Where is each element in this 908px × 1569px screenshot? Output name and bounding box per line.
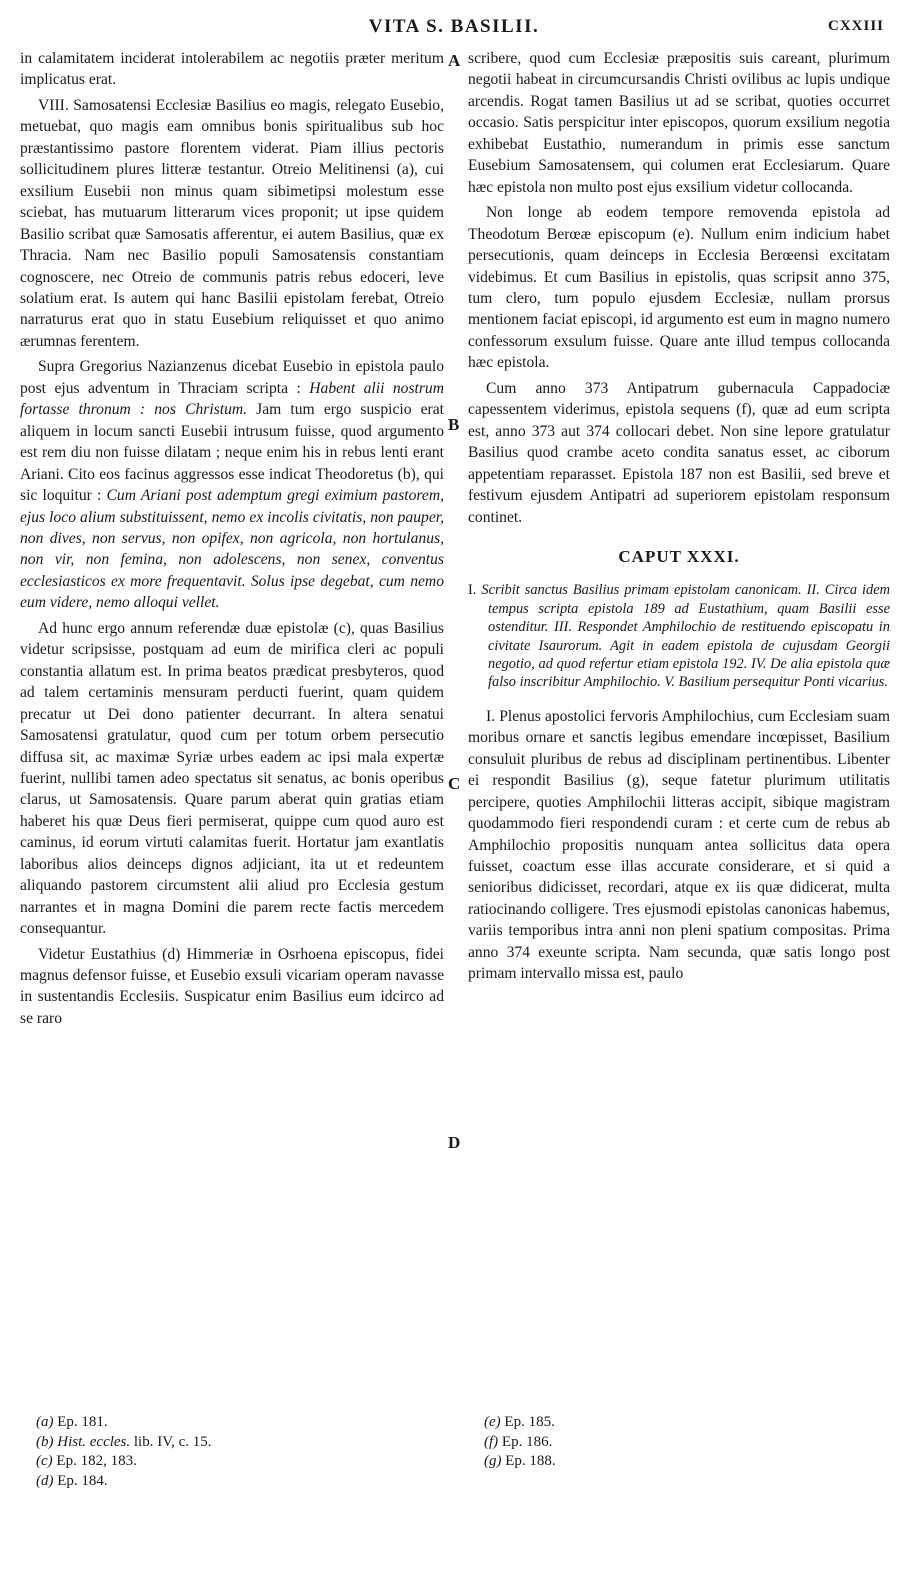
- left-column: [20, 48, 444, 1029]
- footnotes-left: [36, 1413, 212, 1491]
- footnote: (c) Ep. 182, 183.: [36, 1453, 137, 1469]
- footnotes-right: [484, 1413, 556, 1472]
- margin-letter-d: D: [448, 1133, 461, 1152]
- paragraph: VIII. Samosatensi Ecclesiæ Basilius eo magis, relegato Eusebio, metuebat, quo magis eam omnibus bonis spiritualibus sub hoc præstantissimo pastore florentem viderat. Piam illius pectoris sollicitudinem plures litteræ testantur. Otreio Melitinensi (a), cui exsilium Eusebii non minus quam sibimetipsi molestum esse sciebat, has mutuarum litterarum vices proponit; ut ipse quidem Basilio scribat quæ Samosatis afferentur, ei autem Basilius, quæ ex Thracia. Nam nec Basilio populi Samosatensis constantiam cognoscere, nec Otreio de communis patris rebus edoceri, leve solatium erat. Is autem qui hanc Basilii epistolam ferebat, Otreio narraturus erat quo in statu Eusebium reliquisset et quo animo ærumnas ferentem.: [20, 96, 444, 350]
- summary-number: I.: [468, 582, 477, 599]
- footnote: (e) Ep. 185.: [484, 1414, 555, 1430]
- footnote: (d) Ep. 184.: [36, 1472, 108, 1489]
- quotation: Habent alii nostrum fortasse thronum : nos Christum.: [20, 379, 444, 419]
- paragraph: scribere, quod cum Ecclesiæ præpositis suis careant, plurimum negotii habeat in circumcursandis Christi ovilibus ac lupis undique arcendis. Rogat tamen Basilius ut ad se scribat, quoties occurret occasio. Satis perspicitur inter episcopos, quorum exsilium negotia exhibebat Eustathio, numerandum in primis esse sanctum Eusebium Samosatensem, qui columen erat Ecclesiarum. Quare hæc epistola non multo post ejus exsilium videtur collocanda.: [468, 50, 890, 196]
- margin-letter-a: A: [448, 51, 461, 70]
- chapter-summary: [468, 581, 890, 691]
- page-number: CXXIII: [827, 18, 884, 34]
- paragraph: [20, 356, 444, 613]
- text-run: Jam tum ergo suspicio erat aliquem in locum sancti Eusebii intrusum fuisse, quod argumento est rem diu non fuisse dilatam ; neque enim his in rebus lenti erant Ariani. Cito eos facinus aggressos esse indicat Theodoretus (b), qui sic loquitur :: [20, 401, 445, 505]
- footnote: (a) Ep. 181.: [36, 1414, 108, 1430]
- running-title: VITA S. BASILII.: [368, 16, 540, 37]
- margin-letter-c: C: [448, 774, 461, 793]
- quotation: Cum Ariani post ademptum gregi eximium pastorem, ejus loco alium substituissent, nemo ex incolis civitatis, non pauper, non dives, non servus, non opifex, non agricola, non hortulanus, non vir, non femina, non adolescens, non senex, conventus ecclesiasticos ex more frequentavit. Solus ipse degebat, cum nemo eum videre, nemo alloqui vellet.: [20, 487, 444, 612]
- right-column: [468, 48, 890, 985]
- paragraph: Ad hunc ergo annum referendæ duæ epistolæ (c), quas Basilius videtur scripsisse, postquam ad eum de mirifica cleri ac populi constantia allatum est. In prima beatos prædicat presbyteros, quod ad talem certaminis mensuram perducti fuerint, quam quidem precatur ut Dei dono patienter decurrant. In altera senatui Samosatensi gratulatur, quod cum per totum orbem persecutio diffusa sit, ac maximæ Syriæ urbes eadem ac ipsi mala expertæ fuerint, nullibi tamen adeo spectatus sit senatus, ac bonis operibus clarus, ut Samosatensis. Quare parum aberat quin gratias etiam haberet his quæ Deus fieri permiserat, quippe cum quod auro est caminus, id eorum virtuti calamitas fuerit. Hortatur jam exantlatis laboribus alios deinceps dignos adjiciant, ita ut et redeuntem aliquando pastorem circumstent alii aliud pro Ecclesia gestum narrantes et in magna Domini die parem recte factis mercedem consequantur.: [20, 619, 444, 938]
- paragraph: Cum anno 373 Antipatrum gubernacula Cappadociæ capessentem viderimus, epistola sequens (f), quæ ad eum scripta est, anno 373 aut 374 collocari debet. Non sine lepore gratulatur Basilius quod crambe aceto condita sanatus esset, ac ciborum appetentiam reparasset. Epistola 187 non est Basilii, sed breve et festivum ejusdem Antipatri ad superiorem epistolam responsum continet.: [468, 379, 890, 526]
- text-run: Supra Gregorius Nazianzenus dicebat Eusebio in epistola paulo post ejus adventum in Thraciam scripta :: [20, 358, 444, 397]
- paragraph: Videtur Eustathius (d) Himmeriæ in Osrhoena episcopus, fidei magnus defensor fuisse, et Eusebio exsuli vicariam operam navasse in sustentandis Ecclesiis. Suspicatur enim Basilius eum idcirco ad se raro: [20, 945, 444, 1027]
- paragraph: I. Plenus apostolici fervoris Amphilochius, cum Ecclesiam suam moribus ornare et sanctis legibus emendare incœpisset, Basilium consuluit pluribus de rebus ad disciplinam pertinentibus. Libenter ei respondit Basilius (g), seque fatetur plurimum utilitatis percipere, quoties Amphilochii litteras accipit, sibique magistram quodammodo fieri respondendi curam : et certe cum de rebus ab Amphilochio propositis nunquam antea sollicitus data opera fuisset, coactum esse illas accurate considerare, et si quid a senioribus didicisset, recordari, atque ex iis quæ didicerat, multa ratiocinando colligere. Tres ejusmodi epistolas canonicas habemus, variis temporibus intra anni non pleni spatium compositas. Prima anno 374 exeunte scripta. Nam secunda, quæ satis longo post primam intervallo missa est, paulo: [468, 707, 890, 983]
- footnote: (g) Ep. 188.: [484, 1453, 556, 1469]
- summary-text: Scribit sanctus Basilius primam epistolam canonicam. II. Circa idem tempus scripta epistola 189 ad Eustathium, quam Basilii esse ostenditur. III. Respondet Amphilochio de restituendo episcopatu in civitate Isaurorum. Agit in eadem epistola de cujusdam Georgii negotio, ad quod refertur etiam epistola 192. IV. De alia epistola quæ falso inscribitur Amphilochio. V. Basilium persequitur Ponti vicarius.: [481, 582, 890, 691]
- footnote: (f) Ep. 186.: [484, 1433, 553, 1450]
- running-header: [20, 16, 888, 42]
- margin-letter-b: B: [448, 415, 460, 434]
- footnote: (b) Hist. eccles. lib. IV, c. 15.: [36, 1433, 212, 1450]
- paragraph: in calamitatem inciderat intolerabilem ac negotiis præter meritum implicatus erat.: [20, 50, 444, 89]
- chapter-heading: CAPUT XXXI.: [618, 546, 740, 566]
- paragraph: Non longe ab eodem tempore removenda epistola ad Theodotum Berœæ episcopum (e). Nullum enim indicium habet persecutionis, quam deinceps in Ecclesia Berœensi excitatam videbimus. Et cum Basilius in epistolis, quas scripsit anno 375, tum clero, tum populo ejusdem Ecclesiæ, nullam prorsus mentionem faciat episcopi, id argumento est eum in magno numero confessorum exsulum fuisse. Quare ante illud tempus collocanda hæc epistola.: [468, 204, 890, 372]
